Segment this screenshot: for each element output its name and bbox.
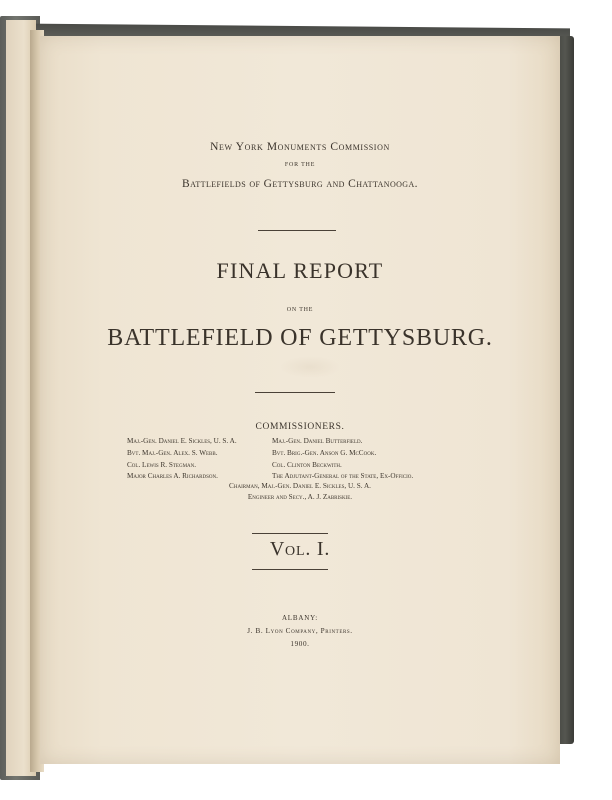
- title-page-content: [40, 36, 560, 764]
- commissioner-right: The Adjutant-General of the State, Ex-Officio.: [272, 472, 414, 480]
- imprint-place: ALBANY:: [281, 614, 319, 622]
- battlefields-subtitle: Battlefields of Gettysburg and Chattanooga.: [182, 178, 418, 190]
- volume-rule-bottom: [252, 569, 328, 570]
- report-title: FINAL REPORT: [216, 258, 384, 283]
- imprint-printer: J. B. Lyon Company, Printers.: [247, 627, 353, 635]
- for-the-label: FOR THE: [284, 162, 316, 168]
- commissioner-left: Col. Lewis R. Stegman.: [127, 461, 197, 469]
- commissioner-right: Bvt. Brig.-Gen. Anson G. McCook.: [272, 449, 377, 457]
- on-the-label: ON THE: [286, 307, 314, 313]
- commission-name: New York Monuments Commission: [210, 141, 390, 153]
- engineer-line: Engineer and Secy., A. J. Zabriskie.: [247, 493, 353, 501]
- commissioner-left: Major Charles A. Richardson.: [127, 472, 218, 480]
- divider-rule: [258, 230, 336, 231]
- commissioner-left: Bvt. Maj.-Gen. Alex. S. Webb.: [127, 449, 218, 457]
- commissioner-left: Maj.-Gen. Daniel E. Sickles, U. S. A.: [127, 437, 237, 445]
- commissioner-right: Maj.-Gen. Daniel Butterfield.: [272, 437, 363, 445]
- commissioners-heading: COMMISSIONERS.: [255, 422, 345, 432]
- battlefield-title: BATTLEFIELD OF GETTYSBURG.: [107, 325, 493, 351]
- imprint-year: 1900.: [290, 640, 310, 648]
- chairman-line: Chairman, Maj.-Gen. Daniel E. Sickles, U. S. A.: [229, 482, 371, 490]
- paper-stain: [280, 356, 340, 378]
- commissioner-right: Col. Clinton Beckwith.: [272, 461, 342, 469]
- title-page: [40, 36, 560, 764]
- volume-number: Vol. I.: [269, 538, 331, 560]
- volume-rule-top: [252, 533, 328, 534]
- divider-rule: [255, 392, 335, 393]
